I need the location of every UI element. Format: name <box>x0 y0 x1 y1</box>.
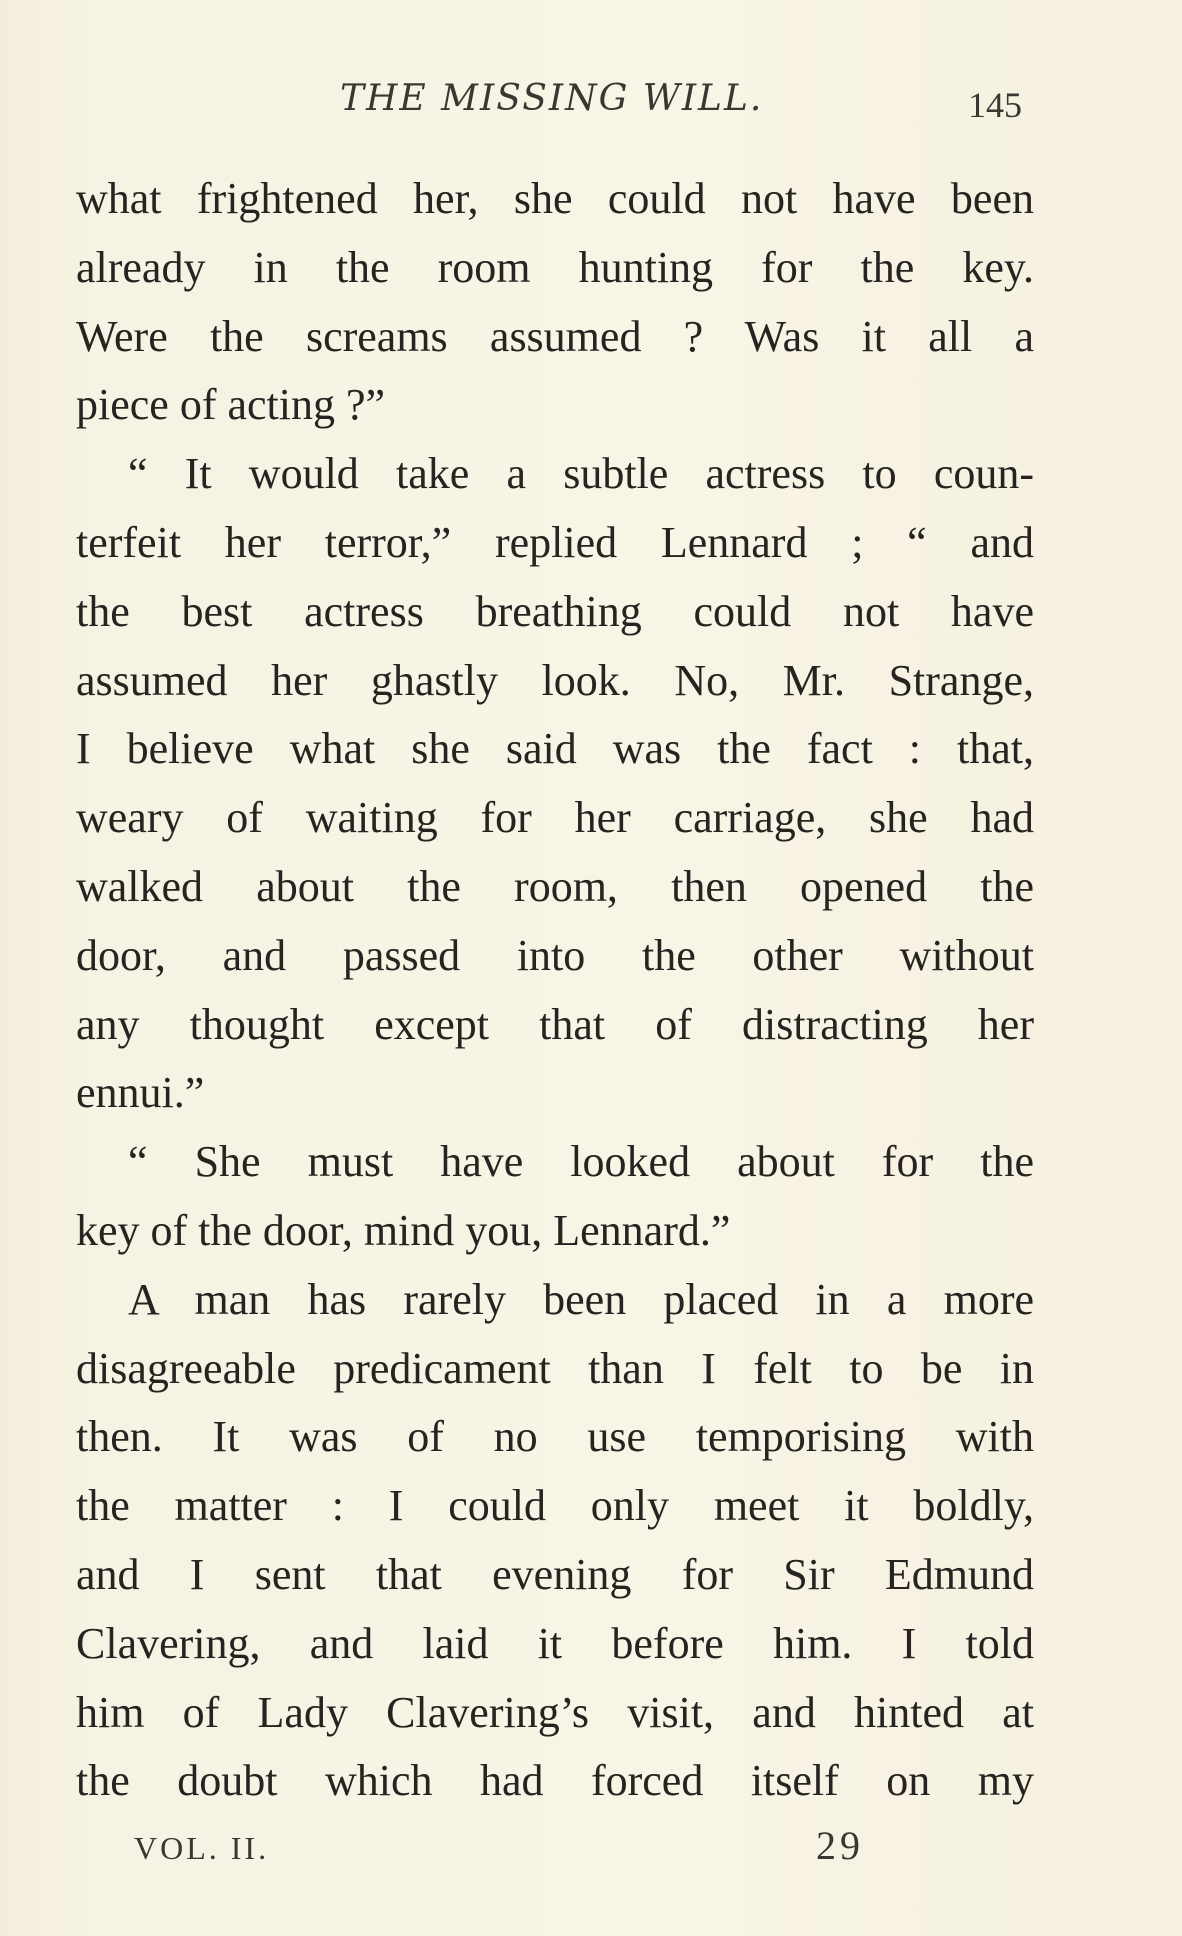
text-line: ennui.” <box>76 1068 205 1118</box>
text-line: disagreeable predicament than I felt to be in <box>76 1343 1034 1393</box>
running-head <box>0 78 1182 128</box>
text-line: terfeit her terror,” replied Lennard ; “ and <box>76 517 1034 567</box>
text-line: I believe what she said was the fact : that, <box>76 724 1034 774</box>
page-footer <box>0 1822 1182 1872</box>
text-line: “ It would take a subtle actress to coun- <box>128 449 1034 499</box>
running-title: THE MISSING WILL. <box>340 78 764 119</box>
page-number: 145 <box>968 85 1022 125</box>
text-line: assumed her ghastly look. No, Mr. Strange, <box>76 655 1034 705</box>
text-line: Clavering, and laid it before him. I told <box>76 1618 1034 1668</box>
text-line: door, and passed into the other without <box>76 930 1034 980</box>
text-line: then. It was of no use temporising with <box>76 1412 1034 1462</box>
text-line: and I sent that evening for Sir Edmund <box>76 1549 1034 1599</box>
text-line: walked about the room, then opened the <box>76 861 1034 911</box>
text-line: what frightened her, she could not have been <box>76 174 1034 223</box>
text-line: A man has rarely been placed in a more <box>128 1274 1034 1324</box>
text-line: the matter : I could only meet it boldly, <box>76 1481 1034 1531</box>
body-text <box>76 165 1034 1816</box>
volume-label: VOL. II. <box>134 1830 270 1866</box>
text-line: him of Lady Clavering’s visit, and hinted at <box>76 1687 1034 1737</box>
text-line: piece of acting ?” <box>76 380 386 430</box>
text-line: the best actress breathing could not have <box>76 586 1034 636</box>
text-line: the doubt which had forced itself on my <box>76 1756 1034 1806</box>
text-line: any thought except that of distracting her <box>76 999 1034 1049</box>
text-line: already in the room hunting for the key. <box>76 242 1034 292</box>
text-line: weary of waiting for her carriage, she had <box>76 793 1034 843</box>
signature-number: 29 <box>816 1823 864 1868</box>
text-line: Were the screams assumed ? Was it all a <box>76 311 1034 361</box>
text-line: “ She must have looked about for the <box>128 1137 1034 1187</box>
text-line: key of the door, mind you, Lennard.” <box>76 1205 731 1255</box>
